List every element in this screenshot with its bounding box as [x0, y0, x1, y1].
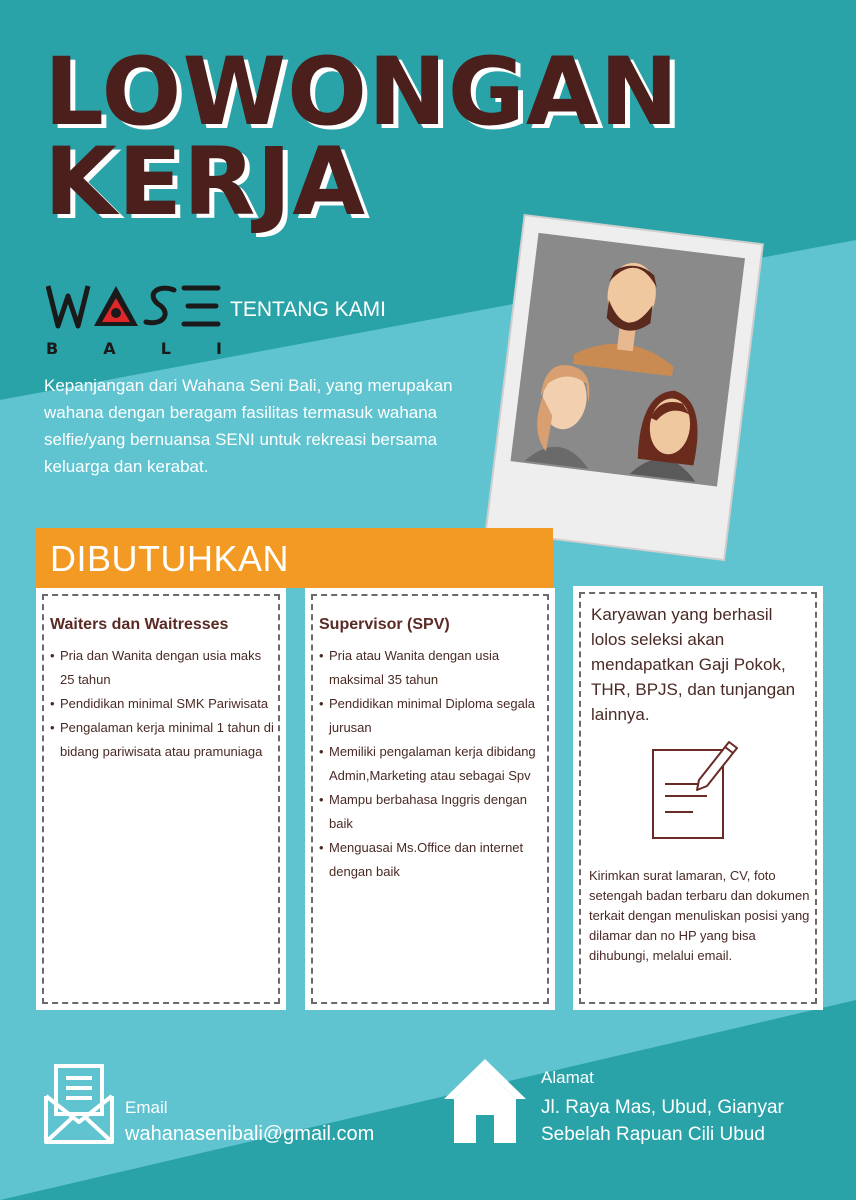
- team-photo-illustration: [470, 210, 770, 570]
- job-card-waiters: [36, 588, 286, 1010]
- requirements-list: [48, 644, 276, 764]
- address-label: Alamat: [541, 1068, 594, 1087]
- requirements-list: [317, 644, 545, 884]
- requirement-item: • Pendidikan minimal Diploma segala jurusan: [317, 692, 545, 740]
- title-line-1: LOWONGAN: [44, 38, 680, 147]
- requirement-item: • Pria dan Wanita dengan usia maks 25 tahun: [48, 644, 276, 692]
- requirement-item: • Menguasai Ms.Office dan internet dengan baik: [317, 836, 545, 884]
- title-line-2: KERJA: [44, 128, 367, 237]
- email-address[interactable]: wahanasenibali@gmail.com: [125, 1123, 375, 1145]
- address-line-1: Jl. Raya Mas, Ubud, Gianyar: [541, 1097, 784, 1118]
- benefits-card: [573, 586, 823, 1010]
- requirement-item: • Pengalaman kerja minimal 1 tahun di bidang pariwisata atau pramuniaga: [48, 716, 276, 764]
- address-line-2: Sebelah Rapuan Cili Ubud: [541, 1124, 765, 1145]
- job-title: Waiters dan Waitresses: [50, 616, 229, 633]
- benefits-text: Karyawan yang berhasil lolos seleksi akan mendapatkan Gaji Pokok, THR, BPJS, dan tunjangan lainnya.: [591, 605, 796, 724]
- house-icon: [442, 1055, 528, 1152]
- requirement-item: • Pendidikan minimal SMK Pariwisata: [48, 692, 276, 716]
- logo-sub-text: BALI: [46, 339, 222, 358]
- mail-icon: [42, 1062, 116, 1153]
- email-label: Email: [125, 1098, 168, 1117]
- wase-bali-logo: [46, 280, 226, 360]
- banner-label: DIBUTUHKAN: [50, 538, 290, 579]
- about-text: Kepanjangan dari Wahana Seni Bali, yang merupakan wahana dengan beragam fasilitas termasuk wahana selfie/yang bernuansa SENI untuk rekreasi bersama keluarga dan kerabat.: [44, 376, 453, 476]
- apply-instructions: Kirimkan surat lamaran, CV, foto setengah badan terbaru dan dokumen terkait dengan menuliskan posisi yang dilamar dan no HP yang bisa dihubungi, melalui email.: [589, 868, 810, 963]
- requirement-item: • Pria atau Wanita dengan usia maksimal 35 tahun: [317, 644, 545, 692]
- job-title: Supervisor (SPV): [319, 616, 450, 633]
- requirement-item: • Memiliki pengalaman kerja dibidang Admin,Marketing atau sebagai Spv: [317, 740, 545, 788]
- about-title: TENTANG KAMI: [230, 298, 386, 321]
- document-pen-icon: [647, 736, 747, 851]
- job-card-supervisor: [305, 588, 555, 1010]
- requirement-item: • Mampu berbahasa Inggris dengan baik: [317, 788, 545, 836]
- needed-banner: [36, 528, 553, 588]
